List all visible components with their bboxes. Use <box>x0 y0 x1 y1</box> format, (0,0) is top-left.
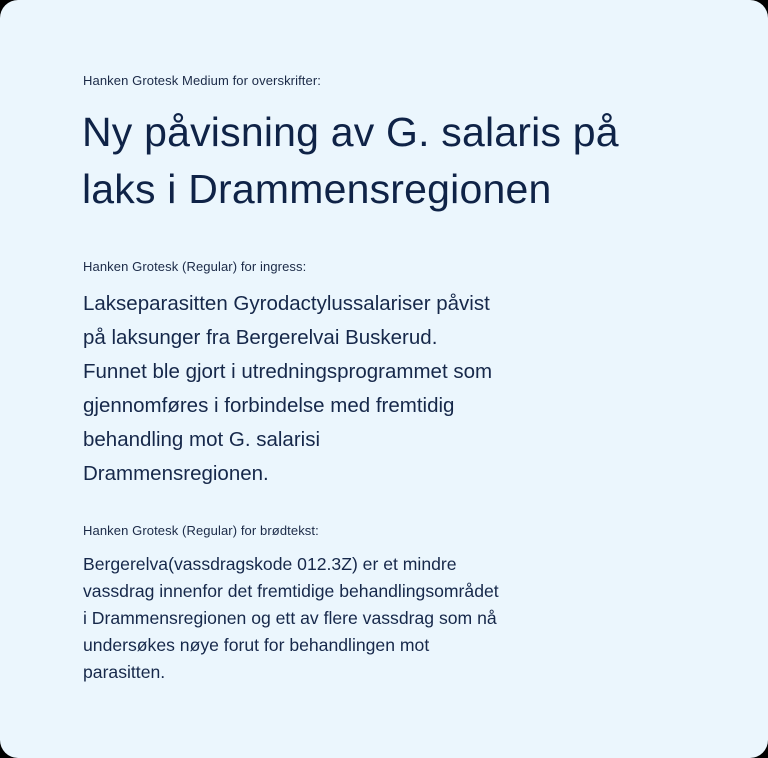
heading-line: Ny påvisning av G. salaris på <box>82 109 619 155</box>
body-line: undersøkes nøye forut for behandlingen mot <box>83 635 430 655</box>
body-line: i Drammensregionen og ett av flere vassdrag som nå <box>83 608 497 628</box>
ingress-line: på laksunger fra Bergerelvai Buskerud. <box>83 326 438 349</box>
ingress-line: Drammensregionen. <box>83 462 269 485</box>
heading-font-label: Hanken Grotesk Medium for overskrifter: <box>83 73 321 88</box>
sample-heading <box>82 104 722 218</box>
ingress-line: gjennomføres i forbindelse med fremtidig <box>83 394 455 417</box>
heading-line: laks i Drammensregionen <box>82 166 552 212</box>
ingress-line: Funnet ble gjort i utredningsprogrammet som <box>83 360 493 383</box>
ingress-line: behandling mot G. salarisi <box>83 428 321 451</box>
body-line: Bergerelva(vassdragskode 012.3Z) er et mindre <box>83 554 457 574</box>
body-line: parasitten. <box>83 662 166 682</box>
body-font-label: Hanken Grotesk (Regular) for brødtekst: <box>83 523 319 538</box>
ingress-line: Lakseparasitten Gyrodactylussalariser påvist <box>83 292 490 315</box>
sample-body-text <box>83 551 603 686</box>
body-line: vassdrag innenfor det fremtidige behandlingsområdet <box>83 581 499 601</box>
ingress-font-label: Hanken Grotesk (Regular) for ingress: <box>83 259 307 274</box>
sample-ingress <box>83 287 603 491</box>
